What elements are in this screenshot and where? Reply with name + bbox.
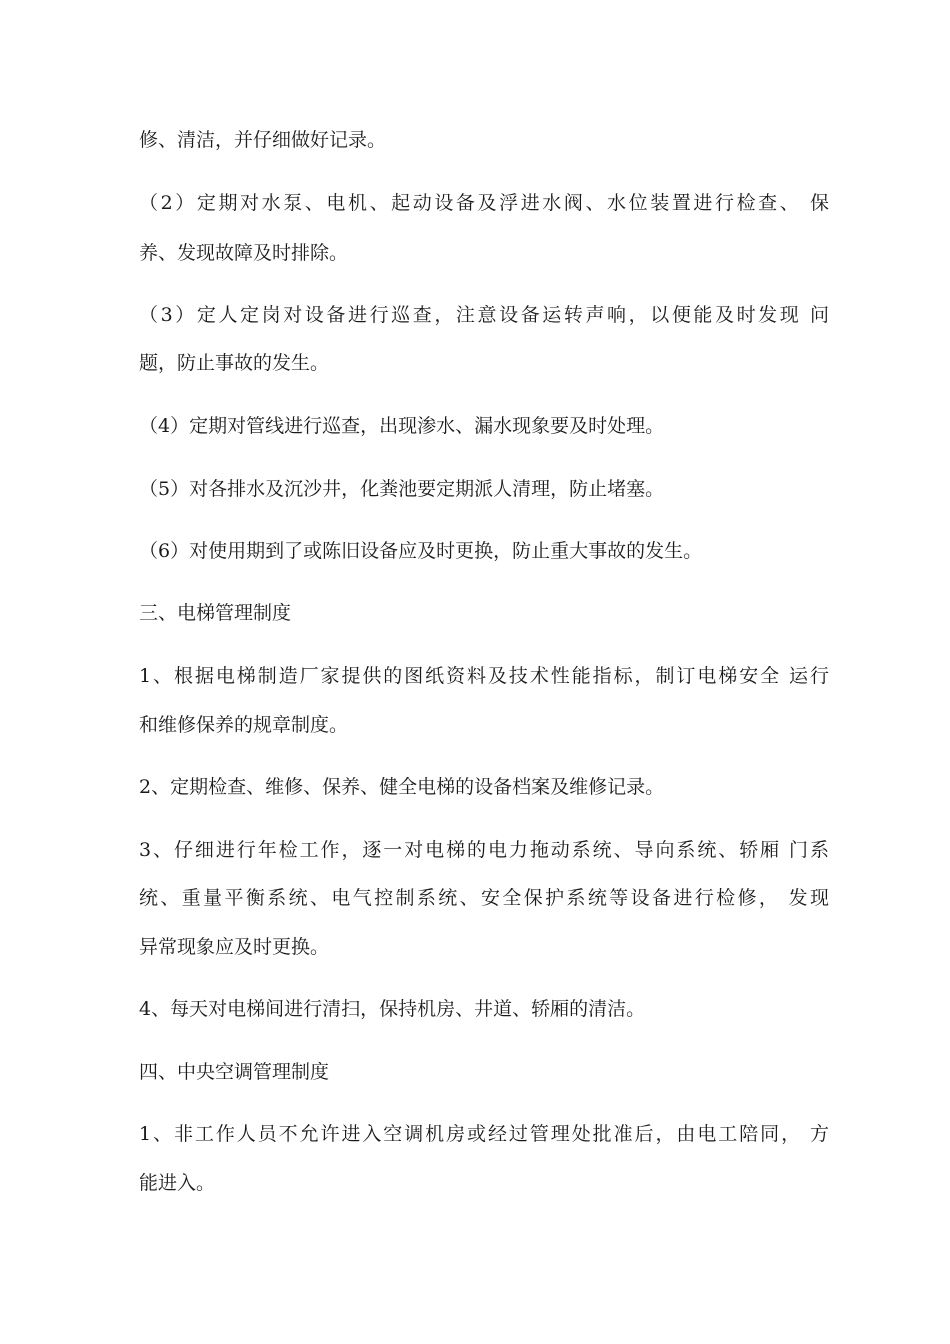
- text-line: 统、重量平衡系统、电气控制系统、安全保护系统等设备进行检修， 发现: [139, 887, 829, 909]
- text-line: （6）对使用期到了或陈旧设备应及时更换，防止重大事故的发生。: [139, 540, 703, 562]
- text-line: 能进入。: [139, 1172, 216, 1194]
- text-line: 1、非工作人员不允许进入空调机房或经过管理处批准后，由电工陪同， 方: [139, 1123, 829, 1145]
- text-line: （3）定人定岗对设备进行巡查，注意设备运转声响，以便能及时发现 问: [139, 304, 829, 326]
- section-heading: 三、电梯管理制度: [139, 602, 292, 624]
- text-line: 异常现象应及时更换。: [139, 936, 330, 958]
- text-line: 题，防止事故的发生。: [139, 352, 330, 374]
- text-line: （2）定期对水泵、电机、起动设备及浮进水阀、水位装置进行检查、 保: [139, 192, 829, 214]
- text-line: 修、清洁，并仔细做好记录。: [139, 129, 387, 151]
- text-line: 3、仔细进行年检工作，逐一对电梯的电力拖动系统、导向系统、轿厢 门系: [139, 839, 829, 861]
- text-line: 2、定期检查、维修、保养、健全电梯的设备档案及维修记录。: [139, 776, 665, 798]
- text-line: （4）定期对管线进行巡查，出现渗水、漏水现象要及时处理。: [139, 415, 665, 437]
- text-line: 1、根据电梯制造厂家提供的图纸资料及技术性能指标，制订电梯安全 运行: [139, 665, 829, 687]
- text-line: 4、每天对电梯间进行清扫，保持机房、井道、轿厢的清洁。: [139, 998, 646, 1020]
- text-line: 养、发现故障及时排除。: [139, 242, 349, 264]
- section-heading: 四、中央空调管理制度: [139, 1061, 330, 1083]
- text-line: 和维修保养的规章制度。: [139, 714, 349, 736]
- text-line: （5）对各排水及沉沙井，化粪池要定期派人清理，防止堵塞。: [139, 478, 665, 500]
